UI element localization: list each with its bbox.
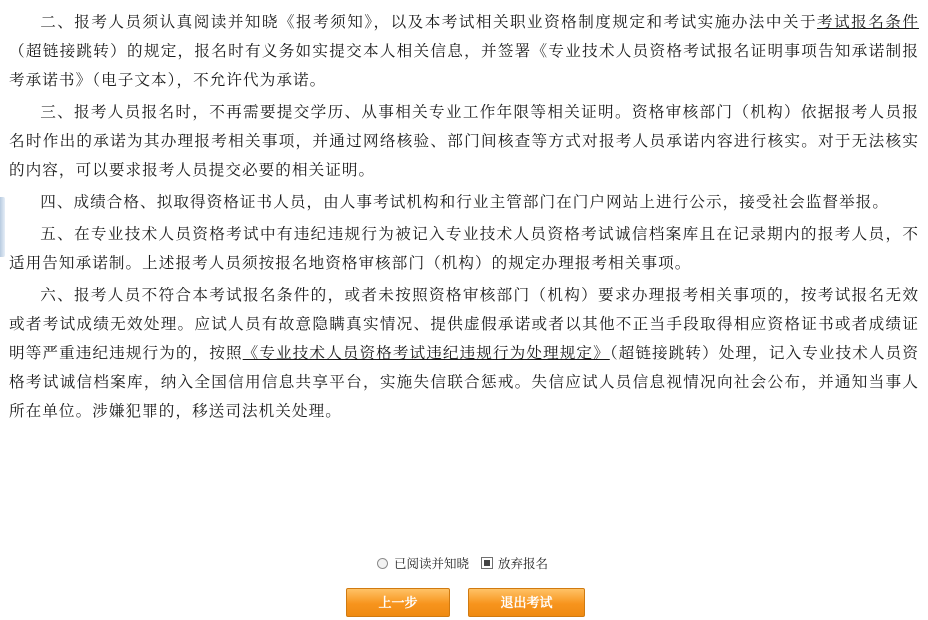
- notice-paragraph-4: 四、成绩合格、拟取得资格证书人员，由人事考试机构和行业主管部门在门户网站上进行公示，接受社会监督举报。: [40, 193, 890, 211]
- read-acknowledge-label: 已阅读并知晓: [394, 556, 470, 571]
- notice-paragraph-3: 三、报考人员报名时，不再需要提交学历、从事相关专业工作年限等相关证明。资格审核部门（机构）依据报考人员报名时作出的承诺为其办理报考相关事项，并通过网络核验、部门间核查等方式对报考人员承诺内容进行核实。对于无法核实的内容，可以要求报考人员提交必要的相关证明。: [9, 103, 919, 179]
- paragraph-2-text-start: 二、报考人员须认真阅读并知晓《报考须知》，以及本考试相关职业资格制度规定和考试实施办法中关于: [40, 13, 818, 31]
- previous-step-button[interactable]: 上一步: [346, 588, 450, 617]
- side-collapse-tab[interactable]: [0, 197, 5, 257]
- abandon-registration-label: 放弃报名: [498, 556, 549, 571]
- read-acknowledge-option[interactable]: [377, 554, 469, 572]
- violation-rules-link[interactable]: 《专业技术人员资格考试违纪违规行为处理规定》: [242, 344, 610, 362]
- notice-content: [9, 8, 919, 429]
- read-acknowledge-radio[interactable]: [377, 558, 388, 569]
- paragraph-2-text-end: （超链接跳转）的规定，报名时有义务如实提交本人相关信息，并签署《专业技术人员资格考试报名证明事项告知承诺制报考承诺书》（电子文本），不允许代为承诺。: [9, 42, 919, 89]
- paragraph-6-text-start: 六、报考人员不符合本考试报名条件的，或者未按照资格审核部门（机构）要求办理报考相关事项的，按考试报名无效或者考试成绩无效处理。应试人员有故意隐瞒真实情况、提供虚假承诺或者以其他不正当手段取得相应资格证书或者成绩证明等严重违纪违规行为的，按照: [9, 286, 919, 362]
- paragraph-6-text-end: （超链接跳转）处理，记入专业技术人员资格考试诚信档案库，纳入全国信用信息共享平台，实施失信联合惩戒。失信应试人员信息视情况向社会公布，并通知当事人所在单位。涉嫌犯罪的，移送司法机关处理。: [9, 344, 920, 420]
- notice-paragraph-5: 五、在专业技术人员资格考试中有违纪违规行为被记入专业技术人员资格考试诚信档案库且在记录期内的报考人员，不适用告知承诺制。上述报考人员须按报名地资格审核部门（机构）的规定办理报考相关事项。: [9, 225, 919, 272]
- exit-exam-button[interactable]: 退出考试: [468, 588, 585, 617]
- agreement-options: [377, 553, 560, 573]
- notice-paragraph-2: [9, 8, 919, 95]
- notice-paragraph-6: [9, 281, 919, 426]
- abandon-registration-option[interactable]: [481, 554, 548, 572]
- abandon-registration-checkbox[interactable]: [481, 557, 493, 569]
- exam-conditions-link[interactable]: 考试报名条件: [817, 13, 919, 31]
